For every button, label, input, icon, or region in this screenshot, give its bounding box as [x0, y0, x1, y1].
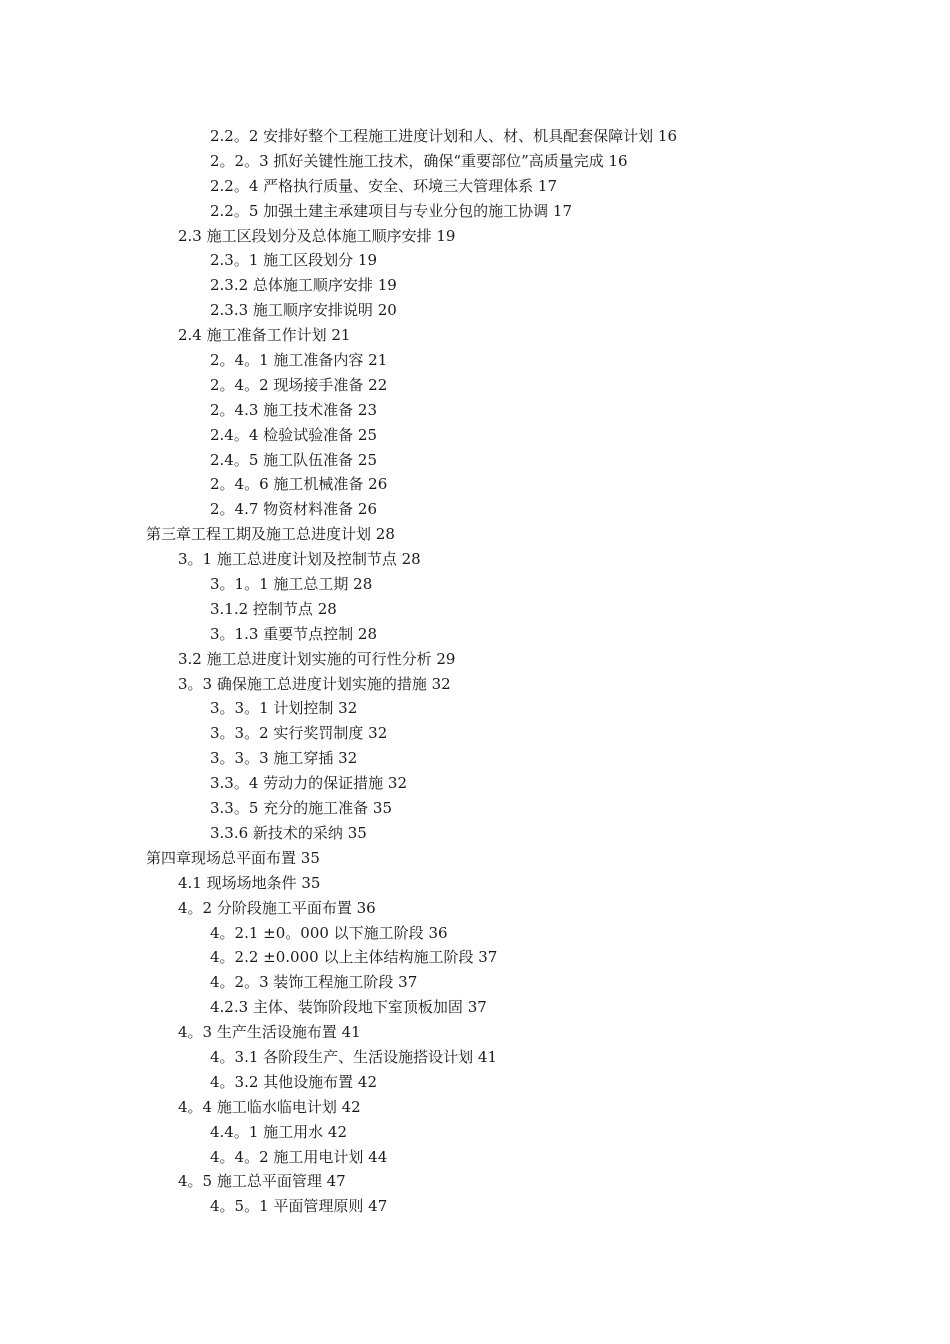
- toc-chapter-entry: 第三章工程工期及施工总进度计划 28: [146, 525, 395, 544]
- toc-section-entry: 3.2 施工总进度计划实施的可行性分析 29: [178, 649, 456, 668]
- toc-subsection-entry: 2。4。1 施工准备内容 21: [210, 351, 388, 370]
- toc-subsection-entry: 2。2。3 抓好关键性施工技术，确保“重要部位”高质量完成 16: [210, 151, 628, 170]
- toc-subsection-entry: 4。3.2 其他设施布置 42: [210, 1072, 378, 1091]
- toc-section-entry: 4。5 施工总平面管理 47: [178, 1172, 346, 1191]
- toc-section-entry: 2.4 施工准备工作计划 21: [178, 326, 351, 345]
- toc-subsection-entry: 4.2.3 主体、装饰阶段地下室顶板加固 37: [210, 998, 487, 1017]
- toc-subsection-entry: 3。3。2 实行奖罚制度 32: [210, 724, 388, 743]
- toc-subsection-entry: 2.2。2 安排好整个工程施工进度计划和人、材、机具配套保障计划 16: [210, 127, 678, 145]
- toc-subsection-entry: 2.4。4 检验试验准备 25: [210, 425, 378, 444]
- toc-subsection-entry: 2.3。1 施工区段划分 19: [210, 251, 378, 270]
- toc-subsection-entry: 3.3.6 新技术的采纳 35: [210, 823, 367, 842]
- toc-subsection-entry: 3.3。5 充分的施工准备 35: [210, 799, 393, 818]
- toc-section-entry: 4。4 施工临水临电计划 42: [178, 1097, 361, 1116]
- toc-section-entry: 4.1 现场场地条件 35: [178, 873, 321, 892]
- toc-subsection-entry: 4.4。1 施工用水 42: [210, 1122, 348, 1141]
- toc-subsection-entry: 3。3。3 施工穿插 32: [210, 749, 358, 768]
- toc-subsection-entry: 3。3。1 计划控制 32: [210, 699, 358, 718]
- toc-section-entry: 3。3 确保施工总进度计划实施的措施 32: [178, 674, 451, 693]
- toc-subsection-entry: 2.2。4 严格执行质量、安全、环境三大管理体系 17: [210, 176, 558, 195]
- toc-subsection-entry: 2.4。5 施工队伍准备 25: [210, 450, 378, 469]
- toc-subsection-entry: 3.1.2 控制节点 28: [210, 599, 337, 618]
- toc-subsection-entry: 2.3.3 施工顺序安排说明 20: [210, 301, 397, 320]
- toc-section-entry: 3。1 施工总进度计划及控制节点 28: [178, 550, 421, 569]
- toc-section-entry: 2.3 施工区段划分及总体施工顺序安排 19: [178, 226, 456, 245]
- table-of-contents: [0, 124, 950, 1219]
- toc-subsection-entry: 3。1。1 施工总工期 28: [210, 575, 373, 594]
- toc-subsection-entry: 2。4.7 物资材料准备 26: [210, 500, 378, 519]
- toc-subsection-entry: 4。2。3 装饰工程施工阶段 37: [210, 973, 418, 992]
- toc-section-entry: 4。2 分阶段施工平面布置 36: [178, 898, 376, 917]
- toc-subsection-entry: 4。4。2 施工用电计划 44: [210, 1147, 388, 1166]
- toc-subsection-entry: 3.3。4 劳动力的保证措施 32: [210, 774, 408, 793]
- toc-subsection-entry: 4。5。1 平面管理原则 47: [210, 1197, 388, 1216]
- toc-subsection-entry: 2。4。6 施工机械准备 26: [210, 475, 388, 494]
- toc-subsection-entry: 4。3.1 各阶段生产、生活设施搭设计划 41: [210, 1047, 498, 1066]
- toc-subsection-entry: 2。4.3 施工技术准备 23: [210, 400, 378, 419]
- toc-subsection-entry: 4。2.2 ±0.000 以上主体结构施工阶段 37: [210, 948, 498, 967]
- toc-subsection-entry: 4。2.1 ±0。000 以下施工阶段 36: [210, 923, 448, 942]
- toc-subsection-entry: 2。4。2 现场接手准备 22: [210, 375, 388, 394]
- toc-subsection-entry: 2.2。5 加强土建主承建项目与专业分包的施工协调 17: [210, 201, 573, 220]
- toc-subsection-entry: 2.3.2 总体施工顺序安排 19: [210, 276, 397, 295]
- toc-chapter-entry: 第四章现场总平面布置 35: [146, 848, 320, 867]
- toc-subsection-entry: 3。1.3 重要节点控制 28: [210, 624, 378, 643]
- toc-section-entry: 4。3 生产生活设施布置 41: [178, 1023, 361, 1042]
